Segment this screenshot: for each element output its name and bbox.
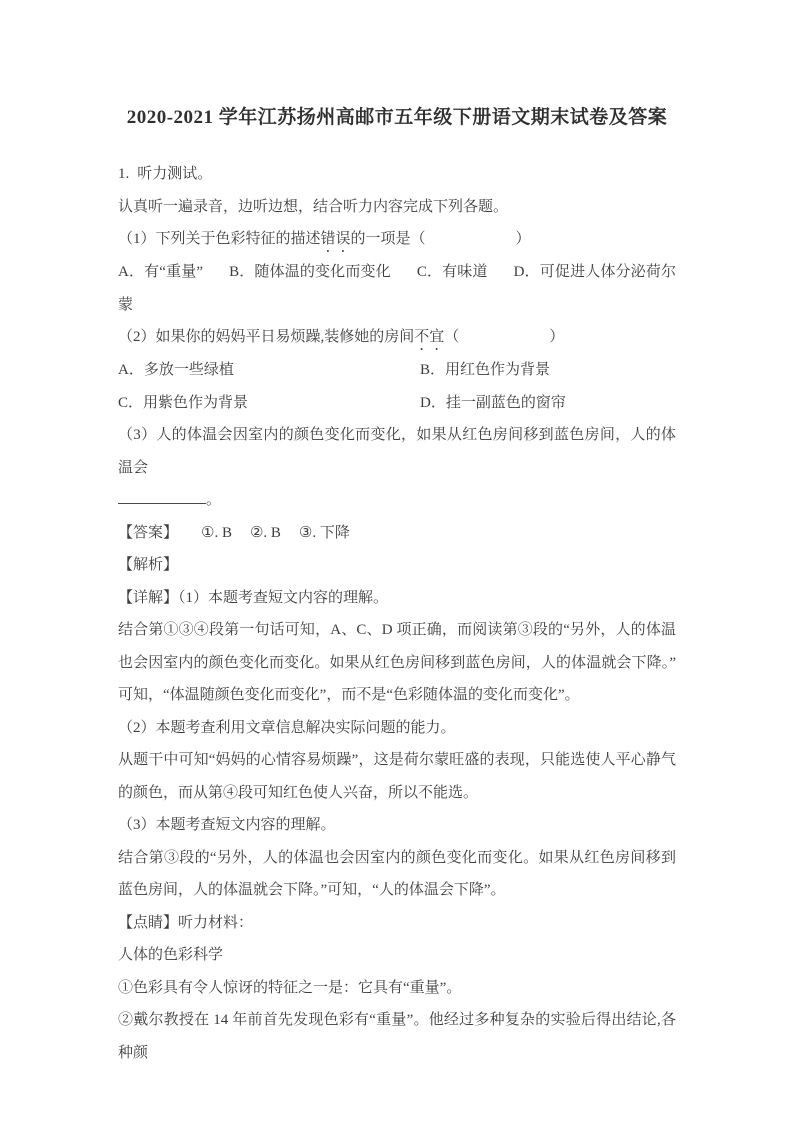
q1-options-row: [118, 256, 676, 321]
page-title: 2020-2021 学年江苏扬州高邮市五年级下册语文期末试卷及答案: [126, 107, 668, 128]
listening-material-title: 人体的色彩科学: [118, 947, 224, 963]
answer-line: [118, 517, 676, 550]
q2-option-d: D．挂一副蓝色的窗帘: [420, 394, 566, 411]
sub3-answer-blank-line: [118, 484, 676, 517]
analysis-paragraph-1: 结合第①③④段第一句话可知，A、C、D 项正确，而阅读第③段的“另外，人的体温也会因室内的颜色变化而变化。如果从红色房间移到蓝色房间，人的体温就会下降。”可知，“体温随颜色变化而变化”，而不是“色彩随体温的变化而变化”。: [118, 622, 676, 703]
sub1-pre: （1）下列关于色彩特征的描述: [118, 231, 321, 247]
question-number: 1.: [118, 166, 130, 182]
sub3-period: 。: [206, 492, 222, 508]
fill-in-blank: [118, 489, 206, 504]
analysis-label: 【解析】: [118, 557, 179, 573]
material-paragraph-1: ①色彩具有令人惊讶的特征之一是：它具有“重量”。: [118, 979, 462, 996]
sub1-post: 的一项是（ ）: [350, 231, 531, 247]
sub-question-1: [118, 223, 676, 256]
question-heading: [118, 158, 676, 191]
question-instruction: 认真听一遍录音，边听边想，结合听力内容完成下列各题。: [118, 198, 509, 215]
answer-item-2: ②. B: [249, 524, 281, 541]
q2-options-row-2: [118, 387, 676, 420]
sub2-post: （ ）: [444, 329, 565, 345]
q2-option-b: B．用红色作为背景: [420, 362, 551, 378]
sub2-pre: （2）如果你的妈妈平日易烦躁,装修她的房间: [118, 329, 415, 345]
sub-question-2: [118, 321, 676, 354]
sub-question-3: （3）人的体温会因室内的颜色变化而变化，如果从红色房间移到蓝色房间，人的体温会: [118, 427, 676, 476]
analysis-paragraph-3: 结合第③段的“另外，人的体温也会因室内的颜色变化而变化。如果从红色房间移到蓝色房间，人的体温就会下降。”可知，“人的体温会下降”。: [118, 849, 676, 898]
question-name: 听力测试。: [137, 166, 213, 182]
q2-options-row-1: [118, 354, 676, 387]
q1-option-c: C．有味道: [416, 264, 488, 280]
answer-item-3: ③. 下降: [298, 524, 350, 541]
detail-explanation-heading: 【详解】（1）本题考查短文内容的理解。: [118, 589, 389, 606]
material-paragraph-2: ②戴尔教授在 14 年前首先发现色彩有“重量”。他经过多种复杂的实验后得出结论,各种颜: [118, 1012, 676, 1061]
q1-option-d: D．可促进人体分泌荷尔蒙: [118, 264, 676, 313]
answer-item-1: ①. B: [201, 524, 232, 541]
q2-option-c: C．用紫色作为背景: [118, 394, 249, 411]
key-point-heading: 【点睛】听力材料：: [118, 914, 254, 931]
analysis-paragraph-3-heading: （3）本题考查短文内容的理解。: [118, 817, 336, 833]
q2-option-a: A．多放一些绿植: [118, 362, 234, 378]
analysis-paragraph-2: 从题干中可知“妈妈的心情容易烦躁”，这是荷尔蒙旺盛的表现，只能选使人平心静气的颜色，而从第④段可知红色使人兴奋，所以不能选。: [118, 752, 676, 801]
analysis-paragraph-2-heading: （2）本题考查利用文章信息解决实际问题的能力。: [118, 719, 456, 736]
answer-label: 【答案】: [118, 524, 179, 541]
sub2-emphasized-word: 不宜: [414, 329, 445, 345]
sub1-emphasized-word: 错误: [320, 231, 351, 247]
q1-option-b: B．随体温的变化而变化: [229, 264, 391, 280]
q1-option-a: A．有“重量”: [118, 264, 204, 280]
